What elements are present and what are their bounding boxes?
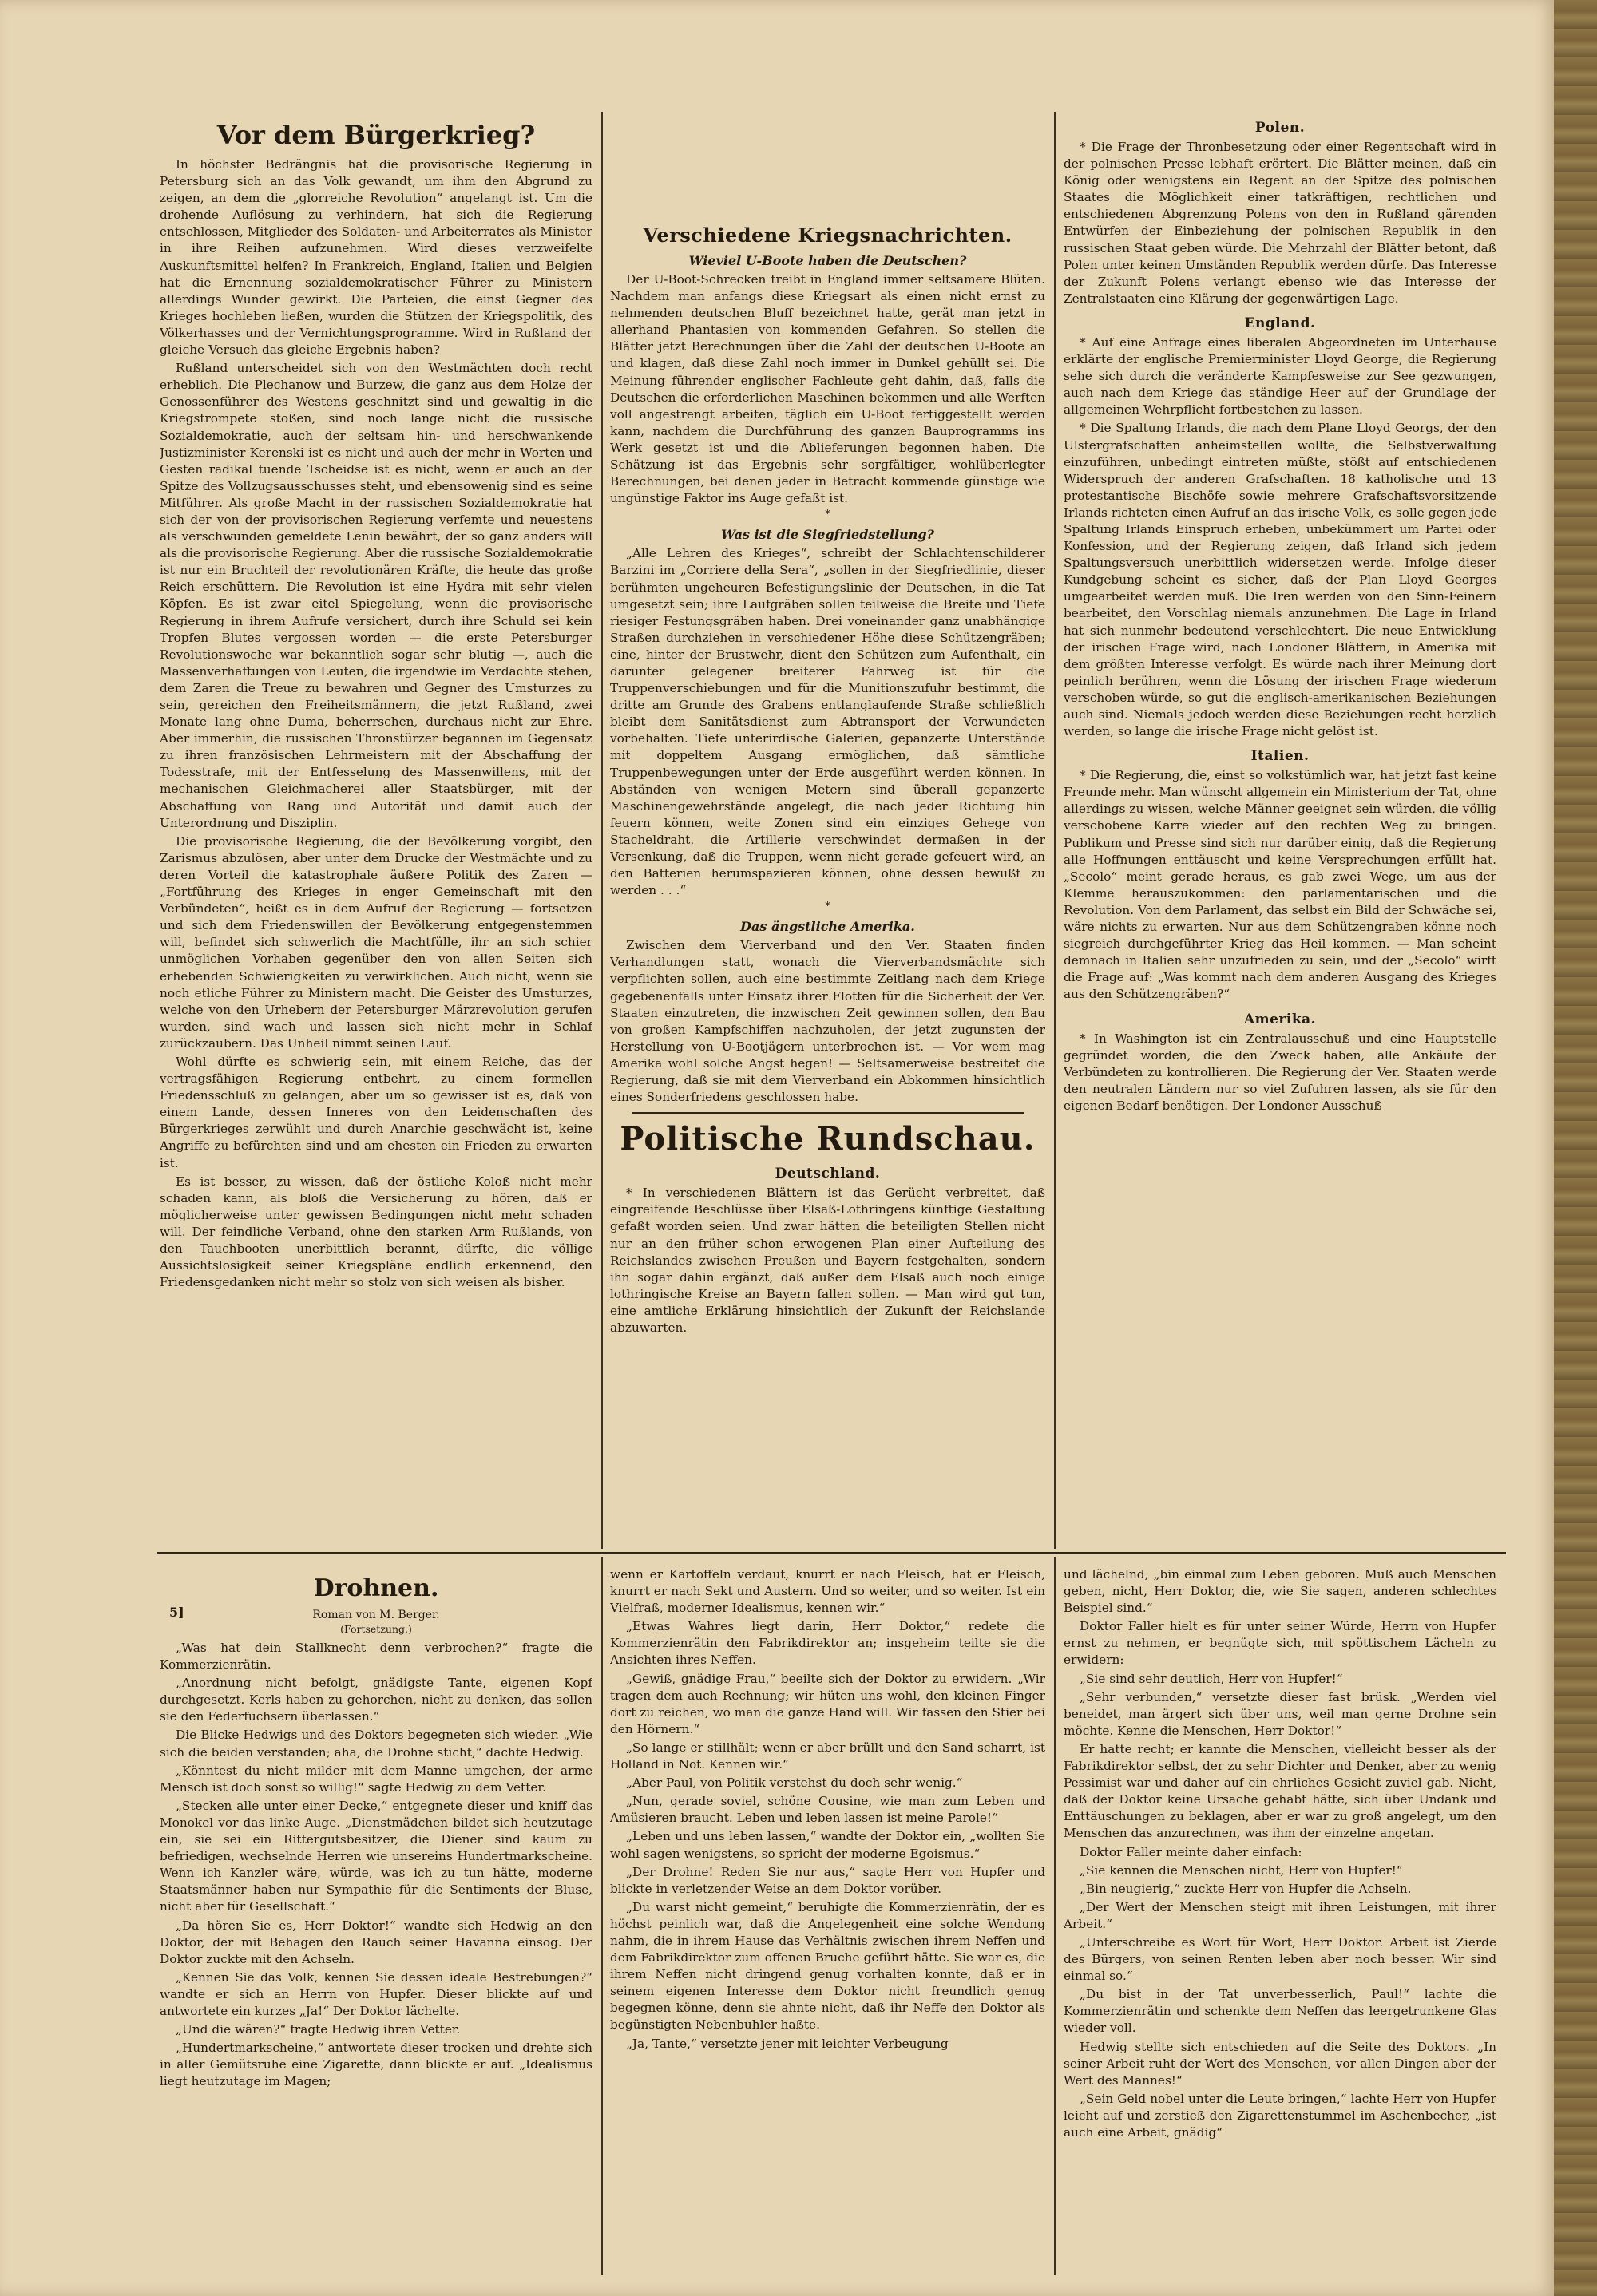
novel-paragraph: „Du warst nicht gemeint,“ beruhigte die Kommerzienrätin, der es höchst peinlich war, daß die Angelegenheit eine solche Wendung nahm, die in ihrem Hause das Verhältnis zwischen ihrem Neffen und dem Fabrikdirektor zum offenen Bruche geführt hätte. Sie war es, die ihrem Neffen nicht dringend genug vorhalten konnte, daß er in seinem eigenen Interesse dem Doktor nicht freundlich genug begegnen könne, denn sie ahnte nicht, daß ihr Neffe den Doktor als begünstigten Nebenbuhler haßte. [610, 1899, 1045, 2033]
article-paragraph: * Die Spaltung Irlands, die nach dem Plane Lloyd Georgs, der den Ulstergrafschaften anheimstellen wollte, die Selbstverwaltung einzuführen, unbedingt eintreten müßte, stößt auf entschiedenen Widerspruch der anderen Grafschaften. 18 katholische und 13 protestantische Bischöfe sowie mehrere Grafschaftsvorsitzende Irlands richteten einen Aufruf an das irische Volk, es solle gegen jede Spaltung Irlands Einspruch erheben, unbekümmert um Partei oder Konfession, und der Regierung zeigen, daß Irland sich jedem Spaltungsversuch unerbittlich widersetzen werde. Infolge dieser Kundgebung scheint es sicher, daß der Plan Lloyd Georges umgearbeitet werden muß. Die Iren werden von den Sinn-Feinern bearbeitet, den Vorschlag niemals anzunehmen. Die Lage in Irland hat sich nunmehr bedeutend verschlechtert. Die neue Entwicklung der irischen Frage wird, nach Londoner Blättern, in Amerika mit dem größten Interesse verfolgt. Es würde nach ihrer Meinung dort peinlich berühren, wenn die Lösung der irischen Frage wiederum verschoben würde, so gut die englisch-amerikanischen Beziehungen auch sind. Niemals jedoch werden diese Beziehungen recht herzlich werden, so lange die irische Frage nicht gelöst ist. [1064, 421, 1496, 739]
novel-paragraph: „Sie kennen die Menschen nicht, Herr von Hupfer!“ [1080, 1863, 1403, 1878]
novel-paragraph: „Da hören Sie es, Herr Doktor!“ wandte sich Hedwig an den Doktor, der mit Behagen den Rauch seiner Havanna einsog. Der Doktor zuckte mit den Achseln. [160, 1918, 592, 1966]
novel-paragraph: „Der Wert der Menschen steigt mit ihren Leistungen, mit ihrer Arbeit.“ [1064, 1899, 1496, 1931]
novel-paragraph: Doktor Faller meinte daher einfach: [1080, 1844, 1302, 1859]
novel-paragraph: „Der Drohne! Reden Sie nur aus,“ sagte Herr von Hupfer und blickte in verletzender Weise an dem Doktor vorüber. [610, 1864, 1045, 1896]
subheading-amerika: Das ängstliche Amerika. [740, 919, 915, 935]
novel-paragraph: „Was hat dein Stallknecht denn verbrochen?“ fragte die Kommerzienrätin. [160, 1641, 592, 1673]
column-3 [1064, 112, 1496, 1549]
novel-paragraph: „Ja, Tante,“ versetzte jener mit leichter Verbeugung [626, 2036, 949, 2051]
novel-paragraph: „Sein Geld nobel unter die Leute bringen,“ lachte Herr von Hupfer leicht auf und zerstieß den Zigarettenstummel im Aschenbecher, „ist auch eine Arbeit, gnädig“ [1064, 2091, 1496, 2140]
novel-paragraph: „Du bist in der Tat unverbesserlich, Paul!“ lachte die Kommerzienrätin und schenkte dem Neffen das leergetrunkene Glas wieder voll. [1064, 1987, 1496, 2036]
article-paragraph: Der U-Boot-Schrecken treibt in England immer seltsamere Blüten. Nachdem man anfangs diese Kriegsart als einen nicht ernst zu nehmenden deutschen Bluff bezeichnet hatte, gerät man jetzt in allerhand Phantasien von kommenden Gefahren. So stellen die Blätter jetzt Berechnungen über die Zahl der deutschen U-Boote an und klagen, daß diese Zahl noch immer in Dunkel gehüllt sei. Die Meinung führender englischer Fachleute geht dahin, daß, falls die Deutschen die erforderlichen Maschinen bekommen und alle Werften voll angestrengt arbeiten, täglich ein U-Boot fertiggestellt werden kann, nachdem die Durchführung des ganzen Bauprogramms ins Werk gesetzt ist und die Ablieferungen begonnen haben. Die Schätzung ist das Ergebnis sehr sorgfältiger, wohlüberlegter Berechnungen, bei denen jeder in Betracht kommende günstige wie ungünstige Faktor ins Auge gefaßt ist. [610, 272, 1045, 506]
column-divider [1054, 1557, 1056, 2275]
novel-paragraph: „Aber Paul, von Politik verstehst du doch sehr wenig.“ [626, 1775, 963, 1791]
novel-paragraph: wenn er Kartoffeln verdaut, knurrt er nach Fleisch, hat er Fleisch, knurrt er nach Sekt und Austern. Und so weiter, und so weiter. Ist ein Vielfraß, moderner Idealismus, kennen wir.“ [610, 1567, 1045, 1616]
section-rule [632, 1112, 1024, 1114]
feuilleton-column-3 [1064, 1566, 1496, 2285]
novel-paragraph: „So lange er stillhält; wenn er aber brüllt und den Sand scharrt, ist Holland in Not. Kennen wir.“ [610, 1740, 1045, 1772]
novel-paragraph: Die Blicke Hedwigs und des Doktors begegneten sich wieder. „Wie sich die beiden verstanden; aha, die Drohne sticht,“ dachte Hedwig. [160, 1728, 592, 1760]
column-divider [1054, 112, 1056, 1549]
article-paragraph: Es ist besser, zu wissen, daß der östliche Koloß nicht mehr schaden kann, als bloß die Versicherung zu hören, daß er möglicherweise unter gewissen Bedingungen nicht mehr schaden will. Der feindliche Verband, ohne den starken Arm Rußlands, von den Tauchbooten unerbittlich berannt, dürfte, die völlige Aussichtslosigkeit seiner Kriegspläne endlich erkennend, den Friedensgedanken nicht mehr so stolz von sich weisen als bisher. [160, 1174, 592, 1290]
article-paragraph: * Auf eine Anfrage eines liberalen Abgeordneten im Unterhause erklärte der englische Premierminister Lloyd George, die Regierung sehe sich durch die veränderte Kampfesweise zur See gezwungen, auch nach dem Kriege das ständige Heer auf der Grundlage der allgemeinen Wehrpflicht fortbestehen zu lassen. [1064, 335, 1496, 418]
subheading-italien: Italien. [1250, 748, 1310, 765]
feuilleton-column-2 [610, 1566, 1045, 2285]
article-paragraph: In höchster Bedrängnis hat die provisorische Regierung in Petersburg sich an das Volk gewandt, um ihm den Abgrund zu zeigen, an dem die „glorreiche Revolution“ angelangt ist. Um die drohende Auflösung zu verhindern, hat sich die Regierung entschlossen, Mitglieder des Soldaten- und Arbeiterrates als Minister in ihre Reihen aufzunehmen. Wird dieses verzweifelte Auskunftsmittel helfen? In Frankreich, England, Italien und Belgien hat die Ernennung sozialdemokratischer Führer zu Ministern allerdings Wunder gewirkt. Die Parteien, die einst Gegner des Krieges hochleben ließen, wurden die Stützen der Kriegspolitik, des Völkerhasses und der Vernichtungsprogramme. Wird in Rußland der gleiche Versuch das gleiche Ergebnis haben? [160, 157, 592, 358]
column-divider [601, 1557, 603, 2275]
novel-paragraph: „Könntest du nicht milder mit dem Manne umgehen, der arme Mensch ist doch sonst so willig!“ sagte Hedwig zu dem Vetter. [160, 1763, 592, 1795]
book-binding-edge [1554, 0, 1597, 2296]
article-title-buergerkrieg: Vor dem Bürgerkrieg? [216, 120, 536, 150]
column-1 [160, 120, 592, 1553]
article-paragraph: Wohl dürfte es schwierig sein, mit einem Reiche, das der vertragsfähigen Regierung entbehrt, zu einem formellen Friedensschluß zu gelangen, aber um so gewisser ist es, daß von einem Lande, dessen Inneres von den Leidenschaften des Bürgerkrieges zerwühlt und durch Anarchie geschwächt ist, keine Angriffe zu befürchten sind und am ehesten ein Frieden zu erwarten ist. [160, 1054, 592, 1170]
novel-title: Drohnen. [313, 1574, 439, 1602]
subheading-deutschland: Deutschland. [775, 1166, 881, 1182]
separator-star: * [825, 901, 830, 913]
article-paragraph: „Alle Lehren des Krieges“, schreibt der Schlachtenschilderer Barzini im „Corriere della Sera“, „sollen in der Siegfriedlinie, dieser berühmten ungeheuren Befestigungslinie der Deutschen, in die Tat umgesetzt sein; ihre Laufgräben sollen teilweise die Breite und Tiefe riesiger Festungsgräben haben. Drei voneinander ganz unabhängige Straßen durchziehen in verschiedener Höhe diese Schützengräben; eine, hinter der Brustwehr, dient den Schützen zum Aufenthalt, ein darunter gelegener breiterer Fahrweg ist für die Truppenverschiebungen und für die Munitionszufuhr bestimmt, die dritte am Grunde des Grabens entlanglaufende Straße schließlich bleibt dem Sanitätsdienst zum Abtransport der Verwundeten vorbehalten. Tiefe unterirdische Galerien, gepanzerte Unterstände mit doppeltem Ausgang ermöglichen, daß sämtliche Truppenbewegungen unter der Erde ausgeführt werden können. In Abständen von wenigen Metern sind überall gepanzerte Maschinengewehrstände angelegt, die nach jeder Richtung hin feuern können, weite Zonen sind ein einziges Gehege von Stacheldraht, die Artillerie verschwindet dermaßen in der Versenkung, daß die Truppen, wenn nicht gerade gefeuert wird, an den Batterien herumspazieren können, ohne dessen bewußt zu werden . . .“ [610, 546, 1045, 898]
novel-paragraph: „Unterschreibe es Wort für Wort, Herr Doktor. Arbeit ist Zierde des Bürgers, von seinen Renten leben aber noch besser. Wir sind einmal so.“ [1064, 1934, 1496, 1984]
novel-paragraph: Er hatte recht; er kannte die Menschen, vielleicht besser als der Fabrikdirektor selbst, der zu sehr Dichter und Denker, aber zu wenig Pessimist war und daher auf ein ehrliches Gesicht zuviel gab. Nicht, daß der Doktor keine Ursache gehabt hätte, sich über Undank und Enttäuschungen zu beklagen, aber er war zu groß angelegt, um den Menschen das anzurechnen, was ihm der einzelne angetan. [1064, 1741, 1496, 1841]
section-title-kriegsnachrichten: Verschiedene Kriegsnachrichten. [643, 224, 1012, 247]
novel-paragraph: „Anordnung nicht befolgt, gnädigste Tante, eigenen Kopf durchgesetzt. Kerls haben zu gehorchen, nicht zu denken, das sollen sie den Federfuchsern überlassen.“ [160, 1676, 592, 1724]
novel-paragraph: und lächelnd, „bin einmal zum Leben geboren. Muß auch Menschen geben, nicht, Herr Doktor, die, wie Sie sagen, anderen schlechtes Beispiel sind.“ [1064, 1567, 1496, 1616]
feuilleton-rule [157, 1552, 1506, 1554]
novel-paragraph: „Sehr verbunden,“ versetzte dieser fast brüsk. „Werden viel beneidet, man ärgert sich über uns, weil man gerne Drohne sein möchte. Kenne die Menschen, Herr Doktor!“ [1064, 1689, 1496, 1738]
novel-paragraph: „Sie sind sehr deutlich, Herr von Hupfer!“ [1080, 1671, 1343, 1686]
column-divider [601, 112, 603, 1549]
novel-paragraph: Hedwig stellte sich entschieden auf die Seite des Doktors. „In seiner Arbeit ruht der Wert des Menschen, vor allen Dingen aber der Wert des Mannes!“ [1064, 2039, 1496, 2088]
chapter-number: 5] [169, 1605, 184, 1620]
novel-continuation-note: (Fortsetzung.) [340, 1623, 412, 1635]
feuilleton-column-1 [160, 1566, 592, 2285]
article-paragraph: Rußland unterscheidet sich von den Westmächten doch recht erheblich. Die Plechanow und Burzew, die ganz aus dem Holze der Genossenführer des Westens geschnitzt sind und gewaltig in die Kriegstrompete stoßen, sind noch lange nicht die russische Sozialdemokratie, auch der seltsam hin- und herschwankende Justizminister Kerenski ist es nicht und auch der mehr in Worten und Gesten radikal tuende Tscheidse ist es nicht, wenn er auch an der Spitze des Vollzugsausschusses steht, und ebensowenig sind es seine Mitführer. Als große Macht in der russischen Sozialdemokratie hat sich der von der provisorischen Regierung verfemte und neuestens als verschwunden gemeldete Lenin bewährt, der so ganz anders will als die provisorische Regierung. Aber die russische Sozialdemokratie ist nur ein Bruchteil der revolutionären Kräfte, die heute das große Reich erschüttern. Die Revolution ist eine Hydra mit sehr vielen Köpfen. Es ist zwar eitel Spiegelung, wenn die provisorische Regierung in ihrem Aufrufe versichert, durch ihre Schuld sei kein Tropfen Blutes vergossen worden — die erste Petersburger Revolutionswoche war bekanntlich sogar sehr blutig —, auch die Massenverhaftungen von Leuten, die irgendwie im Verdachte stehen, dem Zaren die Treue zu bewahren und Gegner des Umsturzes zu sein, gereichen den Freiheitsmännern, die jetzt Rußland, zwei Monate lang ohne Duma, beherrschen, durchaus nicht zur Ehre. Aber immerhin, die russischen Thronstürzer begannen im Gegensatz zu ihren französischen Lehrmeistern mit der Abschaffung der Todesstrafe, mit der Entfesselung des Massenwillens, mit der mechanischen Gleichmacherei aller Staatsbürger, mit der Abschaffung von Rang und Autorität und damit auch der Unterordnung und Disziplin. [160, 361, 592, 830]
novel-paragraph: „Bin neugierig,“ zuckte Herr von Hupfer die Achseln. [1080, 1881, 1412, 1896]
novel-paragraph: „Leben und uns leben lassen,“ wandte der Doktor ein, „wollten Sie wohl sagen wenigstens, so spricht der moderne Egoismus.“ [610, 1829, 1045, 1861]
novel-byline: Roman von M. Berger. [312, 1609, 440, 1621]
article-paragraph: * In verschiedenen Blättern ist das Gerücht verbreitet, daß eingreifende Beschlüsse über Elsaß-Lothringens künftige Gestaltung gefaßt worden seien. Und zwar hätten die beteiligten Stellen nicht nur an den früher schon erwogenen Plan einer Aufteilung des Reichslandes zwischen Preußen und Bayern festgehalten, sondern ihn sogar dahin ergänzt, daß außer dem Elsaß auch noch einige lothringische Kreise an Bayern fallen sollen. — Man wird gut tun, eine amtliche Erklärung hinsichtlich der Zukunft der Reichslande abzuwarten. [610, 1186, 1045, 1335]
article-paragraph: * Die Frage der Thronbesetzung oder einer Regentschaft wird in der polnischen Presse lebhaft erörtert. Die Blätter meinen, daß ein König oder wenigstens ein Regent an der Spitze des polnischen Staates die Möglichkeit einer tatkräftigen, rechtlichen und entschiedenen Abgrenzung Polens von den in Rußland gärenden Entwürfen der Einbeziehung der polnischen Republik in den russischen Staat geben würde. Die Mehrzahl der Blätter betont, daß Polen unter keinen Umständen Republik werden dürfe. Das Interesse der Zukunft Polens verlangt ebenso wie das Interesse der Zentralstaaten eine Klärung der gegenwärtigen Lage. [1064, 140, 1496, 306]
novel-paragraph: „Gewiß, gnädige Frau,“ beeilte sich der Doktor zu erwidern. „Wir tragen dem auch Rechnung; wir hüten uns wohl, den kleinen Finger dort zu reichen, wo man die ganze Hand will. Wir fassen den Stier bei den Hörnern.“ [610, 1671, 1045, 1736]
section-title-rundschau: Politische Rundschau. [620, 1120, 1036, 1158]
subheading-siegfriedstellung: Was ist die Siegfriedstellung? [721, 527, 934, 543]
article-paragraph: * Die Regierung, die, einst so volkstümlich war, hat jetzt fast keine Freunde mehr. Man wünscht allgemein ein Ministerium der Tat, ohne allerdings zu wissen, welche Männer geeignet sein würden, die völlig verschobene Karre wieder auf den rechten Weg zu bringen. Publikum und Presse sind sich nur darüber einig, daß die Regierung alle Hoffnungen enttäuscht und keine Versprechungen erfüllt hat. „Secolo“ meint gerade heraus, es gab zwei Wege, um aus der Klemme herauszukommen: den parlamentarischen und die Revolution. Von dem Parlament, das selbst ein Bild der Schwäche sei, wäre nichts zu erwarten. Nur aus dem Schützengraben könne noch siegreich durchgeführter Krieg das Heil kommen. — Man scheint demnach in Italien sehr unzufrieden zu sein, und der „Secolo“ wirft die Frage auf: „Was kommt nach dem anderen Ausgang des Krieges aus den Schützengräben?“ [1064, 768, 1496, 1002]
subheading-uboote: Wieviel U-Boote haben die Deutschen? [688, 253, 967, 268]
novel-paragraph: „Und die wären?“ fragte Hedwig ihren Vetter. [176, 2022, 461, 2037]
column-2 [610, 216, 1045, 1373]
novel-paragraph: Doktor Faller hielt es für unter seiner Würde, Herrn von Hupfer ernst zu nehmen, er begnügte sich, mit spöttischem Lächeln zu erwidern: [1064, 1619, 1496, 1668]
subheading-polen: Polen. [1254, 120, 1306, 136]
novel-paragraph: „Kennen Sie das Volk, kennen Sie dessen ideale Bestrebungen?“ wandte er sich an Herrn von Hupfer. Dieser blickte auf und antwortete ein kurzes „Ja!“ Der Doktor lächelte. [160, 1969, 592, 2018]
article-paragraph: Die provisorische Regierung, die der Bevölkerung vorgibt, den Zarismus abzulösen, aber unter dem Drucke der Westmächte und zu deren Vorteil die katastrophale äußere Politik des Zaren — „Fortführung des Krieges in enger Gemeinschaft mit den Verbündeten“, heißt es in dem Aufruf der Regierung — fortsetzen und sich dem Friedenswillen der Bevölkerung entgegenstemmen will, befindet sich schwerlich die Machtfülle, ihr an sich schier unmöglichen Vorhaben gegenüber den von allen Seiten sich erhebenden Schwierigkeiten zu verwirklichen. Auch nicht, wenn sie noch etliche Führer zu Ministern macht. Die Geister des Umsturzes, welche von den Urhebern der Petersburger Märzrevolution gerufen wurden, sind wach und lassen sich nicht mehr in Schlaf zurückzaubern. Das Unheil nimmt seinen Lauf. [160, 833, 592, 1051]
article-paragraph: * In Washington ist ein Zentralausschuß und eine Hauptstelle gegründet worden, die den Zweck haben, alle Ankäufe der Verbündeten zu kontrollieren. Die Regierung der Ver. Staaten werde den neutralen Ländern nur so viel Zufuhren lassen, als sie für den eigenen Bedarf benötigen. Der Londoner Ausschuß [1064, 1031, 1496, 1113]
novel-paragraph: „Nun, gerade soviel, schöne Cousine, wie man zum Leben und Amüsieren braucht. Leben und leben lassen ist meine Parole!“ [610, 1794, 1045, 1826]
subheading-england: England. [1244, 315, 1316, 331]
novel-paragraph: „Etwas Wahres liegt darin, Herr Doktor,“ redete die Kommerzienrätin den Fabrikdirektor an; insgeheim teilte sie die Ansichten ihres Neffen. [610, 1619, 1045, 1668]
novel-paragraph: „Stecken alle unter einer Decke,“ entgegnete dieser und kniff das Monokel vor das linke Auge. „Dienstmädchen bildet sich heutzutage ein, sie sei ein Rittergutsbesitzer, die Diener sind kaum zu befriedigen, wechselnde Herren wie unsereins Hundertmarkscheine. Wenn ich Kanzler wäre, würde, was ich zu tun hätte, moderne Staatsmänner haben nur Sympathie für die Sentiments der Bluse, nicht aber für Gesellschaft.“ [160, 1798, 592, 1914]
novel-paragraph: „Hundertmarkscheine,“ antwortete dieser trocken und drehte sich in aller Gemütsruhe eine Zigarette, dann blickte er auf. „Idealismus liegt heutzutage im Magen; [160, 2041, 592, 2089]
subheading-amerika: Amerika. [1243, 1011, 1317, 1027]
article-paragraph: Zwischen dem Vierverband und den Ver. Staaten finden Verhandlungen statt, wonach die Vierverbandsmächte sich verpflichten sollen, auch eine bestimmte Zeitlang nach dem Kriege gegebenenfalls unter Einsatz ihrer Flotten für die Sicherheit der Ver. Staaten einzutreten, die inzwischen Zeit gewinnen sollen, den Bau von großen Kampfschiffen nachzuholen, der jetzt zugunsten der Herstellung von U-Bootjägern unterbrochen ist. — Vor wem mag Amerika wohl solche Angst hegen! — Seltsamerweise bestreitet die Regierung, daß sie mit dem Vierverband ein Abkommen hinsichtlich eines Sonderfriedens geschlossen habe. [610, 938, 1045, 1105]
separator-star: * [825, 509, 830, 521]
